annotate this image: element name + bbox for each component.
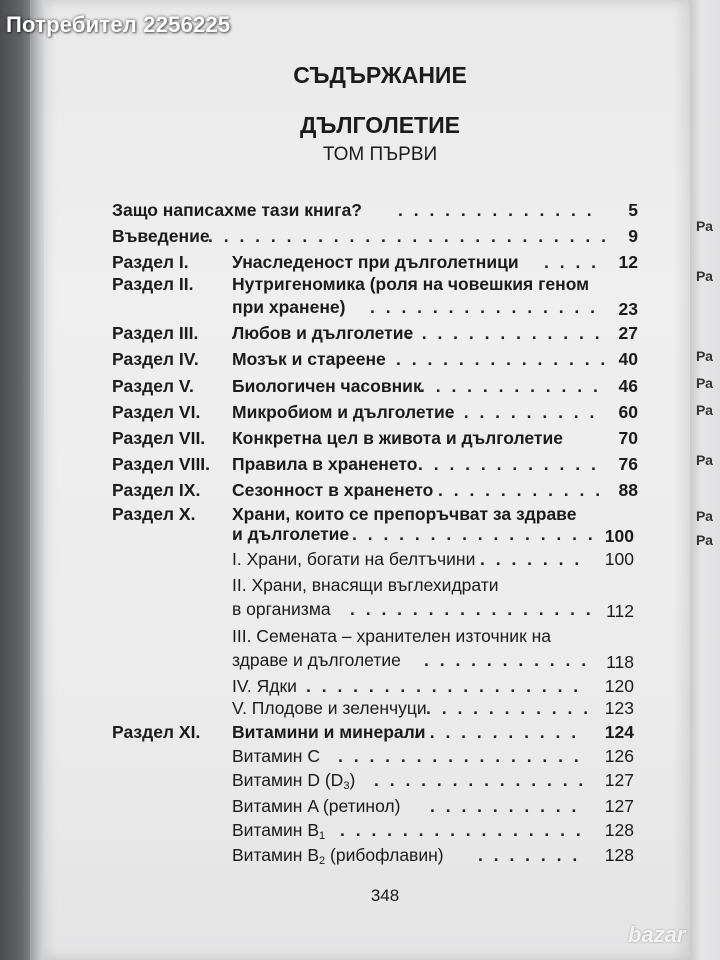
- toc-entry-title: Биологичен часовник: [232, 376, 422, 396]
- toc-entry-title: Мозък и стареене: [232, 349, 386, 369]
- leader-dots: . . . . . . . . . . . . .: [406, 323, 603, 343]
- leader-dots: . . . . . . . . . . .: [426, 698, 592, 718]
- toc-entry-label: Раздел II.: [112, 274, 194, 294]
- leader-dots: . . . . . . . . . .: [448, 402, 598, 422]
- toc-entry-page: 128: [604, 820, 634, 840]
- page-number: 348: [370, 886, 400, 905]
- leader-dots: . . . . . . . . . . . . . . . . . .: [306, 676, 582, 696]
- toc-entry-title-cont: и дълголетие: [232, 524, 350, 544]
- leader-dots: . . . . . . . . . . . . . . . .: [340, 820, 584, 840]
- leader-dots: . . . . . . . . . .: [430, 796, 580, 816]
- toc-subentry-title: Витамин A (ретинол): [232, 796, 401, 816]
- toc-subentry-title: III. Семената – хранителен източник на: [232, 626, 551, 646]
- leader-dots: . . . . . . . . . . . . .: [398, 200, 595, 220]
- leader-dots: . . . . . . .: [480, 549, 583, 569]
- leader-dots: . . . .: [544, 252, 600, 272]
- next-page-fragment: Ра: [696, 532, 713, 548]
- toc-entry-page: 70: [618, 428, 638, 448]
- toc-entry-page: 46: [618, 376, 638, 396]
- subscript: 1: [319, 830, 326, 842]
- toc-entry-title: Витамини и минерали: [232, 722, 426, 742]
- toc-entry-page: 12: [618, 252, 638, 272]
- leader-dots: . . . . . . . . . . . . . .: [374, 770, 587, 790]
- next-page-fragment: Ра: [696, 402, 713, 418]
- toc-entry-page: 123: [604, 698, 634, 718]
- toc-entry-label: Раздел VI.: [112, 402, 201, 422]
- leader-dots: . . . . . . .: [478, 845, 581, 865]
- next-page-fragment: Ра: [696, 268, 713, 284]
- leader-dots: . . . . . . . . . . . . . . . .: [352, 524, 596, 544]
- toc-entry-page: 100: [604, 526, 634, 546]
- next-page-fragment: Ра: [696, 452, 713, 468]
- toc-entry-page: 124: [604, 722, 634, 742]
- toc-entry-page: 120: [604, 676, 634, 696]
- toc-entry-page: 23: [618, 299, 638, 319]
- toc-entry-page: 88: [618, 480, 638, 500]
- toc-entry-page: 60: [618, 402, 638, 422]
- toc-subentry-title: II. Храни, внасящи въглехидрати: [232, 575, 499, 595]
- toc-entry-label: Раздел VIII.: [112, 454, 211, 474]
- toc-entry-title: Любов и дълголетие: [232, 323, 414, 343]
- toc-entry-page: 118: [606, 652, 634, 672]
- toc-subentry-title: V. Плодове и зеленчуци: [232, 698, 427, 718]
- toc-entry-label: Раздел IV.: [112, 349, 199, 369]
- next-page-fragment: Ра: [696, 375, 713, 391]
- toc-subentry-title: Витамин $B_1$: [232, 820, 326, 842]
- leader-dots: . . . . . . . . . . . .: [418, 454, 599, 474]
- toc-subentry-title-cont: здраве и дълголетие: [232, 650, 401, 670]
- toc-subentry-title: Витамин D $(D_3)$: [232, 770, 356, 792]
- toc-entry-page: 128: [604, 845, 634, 865]
- toc-entry-page: 27: [618, 323, 638, 343]
- toc-entry-title: Храни, които се препоръчват за здраве: [232, 504, 577, 524]
- toc-entry-page: 76: [618, 454, 638, 474]
- toc-entry-title: Конкретна цел в живота и дълголетие: [232, 428, 563, 448]
- next-page-fragment: Ра: [696, 508, 713, 524]
- leader-dots: . . . . . . . . . . .: [424, 650, 590, 670]
- toc-entry-title: Микробиом и дълголетие: [232, 402, 455, 422]
- toc-entry-label: Раздел III.: [112, 323, 199, 343]
- bazar-logo: bazar: [628, 922, 686, 947]
- toc-entry-label: Раздел X.: [112, 504, 196, 524]
- toc-subentry-title: I. Храни, богати на белтъчини: [232, 549, 476, 569]
- leader-dots: . . . . . . . . . . .: [438, 480, 604, 500]
- next-page-fragment: Ра: [696, 218, 713, 234]
- toc-subentry-title: IV. Ядки: [232, 676, 297, 696]
- subscript: 3: [343, 780, 350, 792]
- toc-entry-title: Защо написахме тази книга?: [112, 200, 362, 220]
- toc-entry-title-cont: при хранене): [232, 297, 346, 317]
- leader-dots: . . . . . . . . . . . . . . . .: [338, 746, 582, 766]
- toc-entry-title: Правила в храненето: [232, 454, 418, 474]
- toc-subentry-title: Витамин C: [232, 746, 320, 766]
- toc-entry-title: Нутригеномика (роля на човешкия геном: [232, 274, 590, 294]
- toc-entry-title: Въведение: [112, 226, 210, 246]
- toc-entry-title: Унаследеност при дълголетници: [232, 252, 519, 272]
- leader-dots: . . . . . . . . . . . .: [420, 376, 601, 396]
- leader-dots: . . . . . . . . . . . . . . .: [370, 297, 598, 317]
- leader-dots: . . . . . . . . . . .: [414, 722, 580, 742]
- toc-entry-label: Раздел XI.: [112, 722, 201, 742]
- toc-entry-label: Раздел IX.: [112, 480, 201, 500]
- toc-entry-label: Раздел I.: [112, 252, 189, 272]
- toc-subentry-title: Витамин $B_2$ (рибофлавин): [232, 845, 444, 867]
- leader-dots: . . . . . . . . . . . . . . . .: [350, 599, 594, 619]
- toc-entry-page: 127: [604, 770, 634, 790]
- next-page-fragment: Ра: [696, 348, 713, 364]
- toc-heading: СЪДЪРЖАНИЕ: [293, 62, 467, 88]
- toc-entry-page: 5: [628, 200, 638, 220]
- toc-entry-page: 40: [618, 349, 638, 369]
- toc-subentry-title-cont: в организма: [232, 599, 331, 619]
- toc-entry-page: 9: [628, 226, 638, 246]
- username-watermark: Потребител 2256225: [6, 12, 231, 37]
- leader-dots: . . . . . . . . . . . . . .: [396, 349, 609, 369]
- toc-entry-label: Раздел V.: [112, 376, 194, 396]
- toc-entry-label: Раздел VII.: [112, 428, 206, 448]
- toc-entry-page: 112: [606, 601, 634, 621]
- toc-entry-page: 126: [604, 746, 634, 766]
- toc-entry-page: 127: [604, 796, 634, 816]
- toc-entry-title: Сезонност в храненето: [232, 480, 434, 500]
- book-title: ДЪЛГОЛЕТИЕ: [300, 112, 460, 138]
- leader-dots: . . . . . . . . . . . . . . . . . . . . . . . . . .: [208, 226, 609, 246]
- toc-entry-page: 100: [604, 549, 634, 569]
- subscript: 2: [319, 855, 326, 867]
- volume-title: ТОМ ПЪРВИ: [322, 144, 438, 165]
